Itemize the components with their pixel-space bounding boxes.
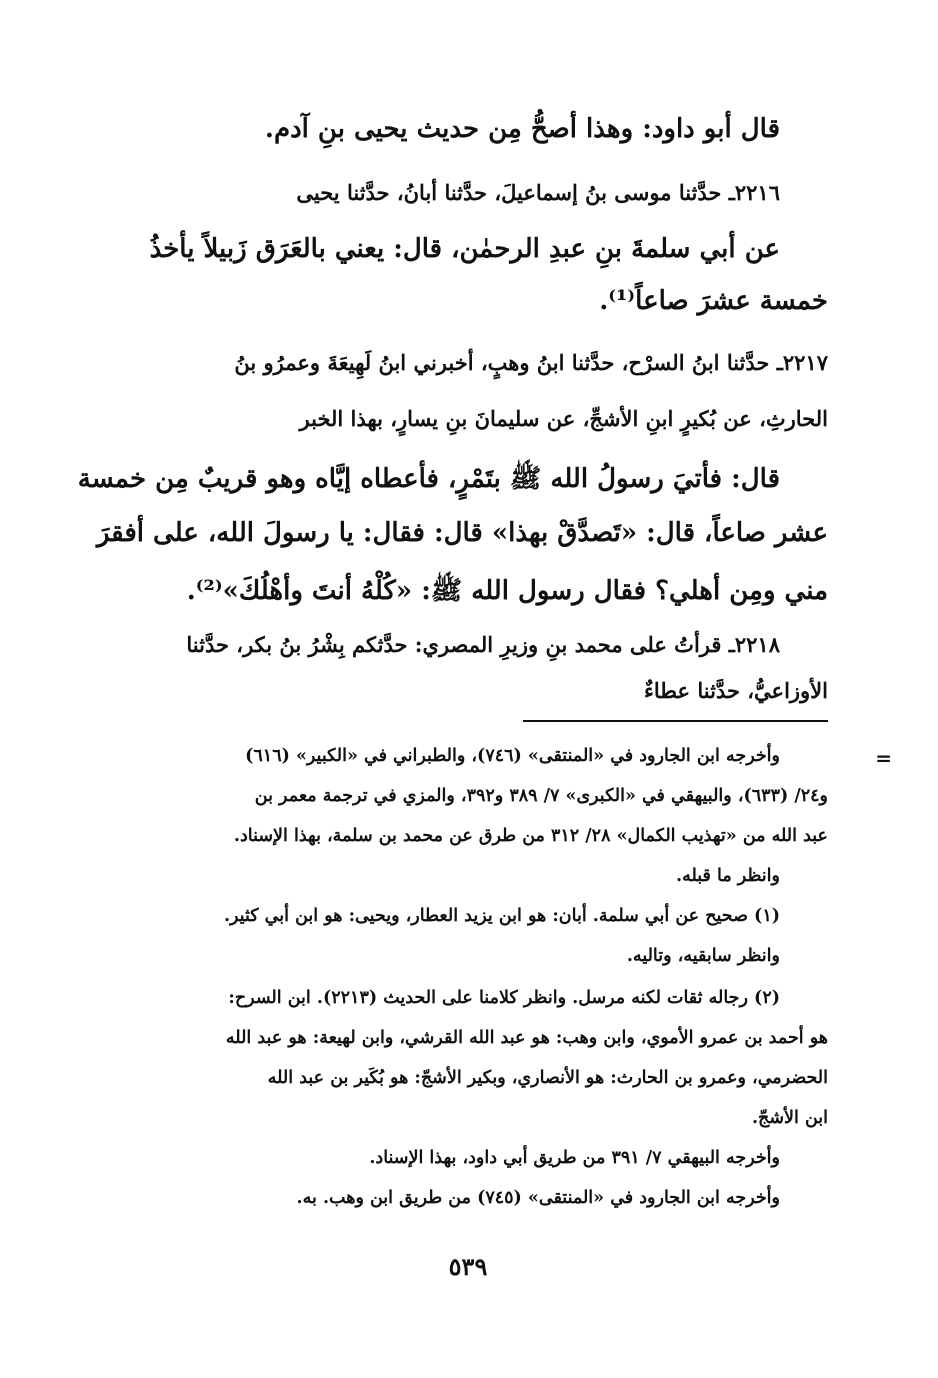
footnote-line: الحضرمي، وعمرو بن الحارث: هو الأنصاري، وبكير الأشجّ: هو بُكَير بن عبد الله <box>267 1068 828 1088</box>
body-line: مني ومِن أهلي؟ فقال رسول الله ﷺ: «كُلْهُ أنتَ وأهْلُكَ»⁽²⁾. <box>186 576 828 606</box>
body-line: قال أبو داود: وهذا أصحُّ مِن حديث يحيى بنِ آدم. <box>264 114 780 144</box>
hadith-2217-line: ٢٢١٧ـ حدَّثنا ابنُ السرْح، حدَّثنا ابنُ وهبٍ، أخبرني ابنُ لَهِيعَةَ وعمرُو بنُ <box>234 350 828 375</box>
hadith-2218-line: ٢٢١٨ـ قرأتُ على محمد بنِ وزيرِ المصري: حدَّثكم بِشْرُ بنُ بكر، حدَّثنا <box>186 632 780 657</box>
footnote-separator <box>523 720 828 722</box>
footnote-1: (١) صحيح عن أبي سلمة. أبان: هو ابن يزيد العطار، ويحيى: هو ابن أبي كثير. <box>223 906 780 926</box>
hadith-2216-line: ٢٢١٦ـ حدَّثنا موسى بنُ إسماعيلَ، حدَّثنا أبانُ، حدَّثنا يحيى <box>296 180 780 205</box>
footnote-line: هو أحمد بن عمرو الأموي، وابن وهب: هو عبد الله القرشي، وابن لهيعة: هو عبد الله <box>225 1028 828 1048</box>
body-line: قال: فأتيَ رسولُ الله ﷺ بتَمْرٍ، فأعطاه إيَّاه وهو قريبٌ مِن خمسة <box>77 464 780 494</box>
book-page <box>77 100 892 1300</box>
body-line: الأوزاعيُّ، حدَّثنا عطاءٌ <box>644 678 828 703</box>
footnote-line: وانظر سابقيه، وتاليه. <box>626 946 780 966</box>
footnote-line: وأخرجه ابن الجارود في «المنتقى» (٧٤٥) من طريق ابن وهب. به. <box>296 1188 780 1208</box>
footnote-line: ابن الأشجّ. <box>751 1108 828 1128</box>
body-line: عن أبي سلمةَ بنِ عبدِ الرحمٰن، قال: يعني بالعَرَق زَبيلاً يأخذُ <box>149 234 780 264</box>
body-line: الحارثِ، عن بُكيرٍ ابنِ الأشجِّ، عن سليمانَ بنِ يسارٍ، بهذا الخبر <box>299 406 828 431</box>
footnote-line: وأخرجه ابن الجارود في «المنتقى» (٧٤٦)، والطبراني في «الكبير» (٦١٦) <box>245 746 780 766</box>
footnote-line: وانظر ما قبله. <box>675 866 780 886</box>
footnote-2: (٢) رجاله ثقات لكنه مرسل. وانظر كلامنا على الحديث (٢٢١٣). ابن السرح: <box>228 988 780 1008</box>
footnote-line: و٢٤/ (٦٣٣)، والبيهقي في «الكبرى» ٧/ ٣٨٩ و٣٩٢، والمزي في ترجمة معمر بن <box>254 786 828 806</box>
footnote-line: وأخرجه البيهقي ٧/ ٣٩١ من طريق أبي داود، بهذا الإسناد. <box>369 1148 780 1168</box>
footnote-line: عبد الله من «تهذيب الكمال» ٢٨/ ٣١٢ من طرق عن محمد بن سلمة، بهذا الإسناد. <box>233 826 828 846</box>
body-line: عشر صاعاً، قال: «تَصدَّقْ بهذا» قال: فقال: يا رسولَ الله، على أفقرَ <box>96 518 828 548</box>
body-line: خمسة عشرَ صاعاً⁽¹⁾. <box>599 286 828 316</box>
continuation-mark: = <box>875 746 892 770</box>
page-number: ٥٣٩ <box>448 1252 488 1281</box>
